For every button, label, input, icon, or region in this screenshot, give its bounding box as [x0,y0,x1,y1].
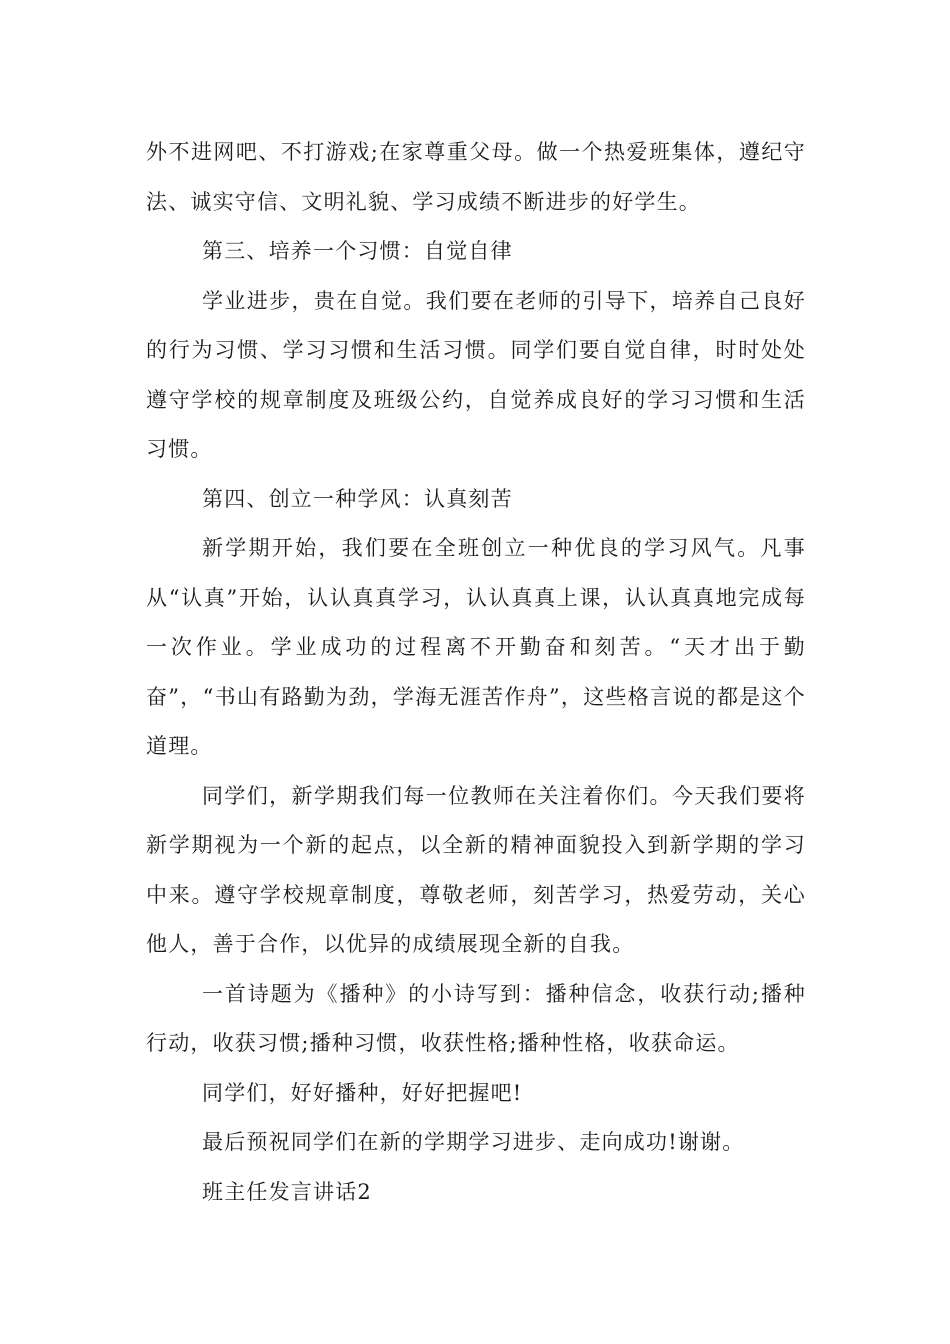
document-page [146,128,806,1217]
paragraph-encouragement: 同学们，好好播种，好好把握吧! [202,1080,523,1105]
section-heading-fourth: 第四、创立一种学风：认真刻苦 [202,486,513,511]
paragraph-self-discipline: 学业进步，贵在自觉。我们要在老师的引导下，培养自己良好的行为习惯、学习习惯和生活习惯。同学们要自觉自律，时时处处遵守学校的规章制度及班级公约，自觉养成良好的学习习惯和生活习惯。 [146,288,806,461]
next-section-title: 班主任发言讲话2 [202,1179,372,1204]
paragraph-new-semester: 同学们，新学期我们每一位教师在关注着你们。今天我们要将新学期视为一个新的起点，以全新的精神面貌投入到新学期的学习中来。遵守学校规章制度，尊敬老师，刻苦学习，热爱劳动，关心他人，善于合作，以优异的成绩展现全新的自我。 [146,783,806,956]
paragraph-poem: 一首诗题为《播种》的小诗写到：播种信念，收获行动;播种行动，收获习惯;播种习惯，收获性格;播种性格，收获命运。 [146,981,806,1055]
paragraph-continuation: 外不进网吧、不打游戏;在家尊重父母。做一个热爱班集体，遵纪守法、诚实守信、文明礼貌、学习成绩不断进步的好学生。 [146,140,806,214]
section-heading-third: 第三、培养一个习惯：自觉自律 [202,239,513,263]
paragraph-closing: 最后预祝同学们在新的学期学习进步、走向成功!谢谢。 [202,1130,745,1154]
paragraph-study-style: 新学期开始，我们要在全班创立一种优良的学习风气。凡事从“认真”开始，认认真真学习，认认真真上课，认认真真地完成每一次作业。学业成功的过程离不开勤奋和刻苦。“天才出于勤奋”，“书山有路勤为劲，学海无涯苦作舟”，这些格言说的都是这个道理。 [146,536,806,758]
